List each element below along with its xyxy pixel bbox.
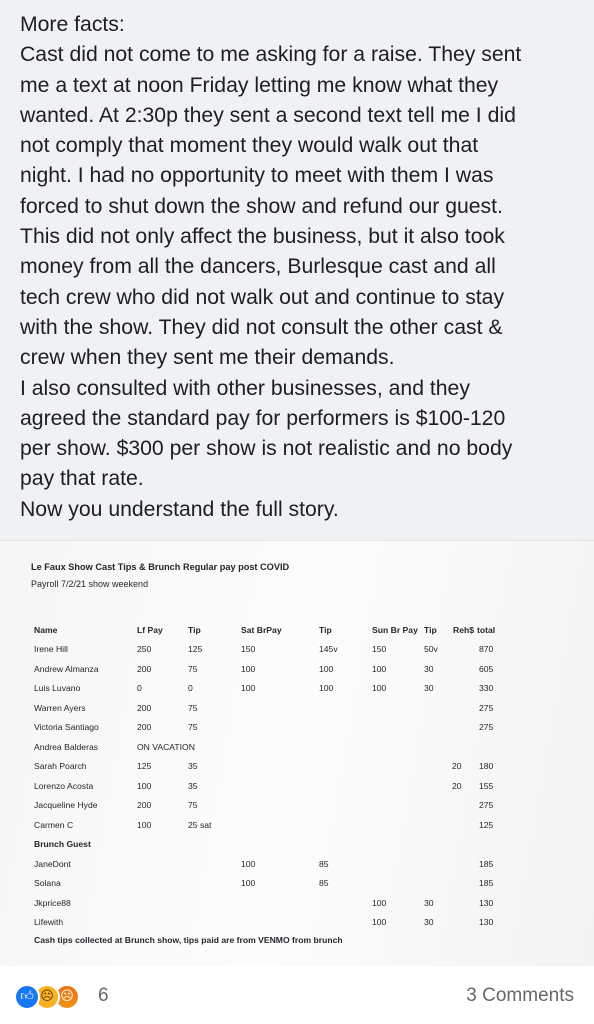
post-line: night. I had no opportunity to meet with them I was [20, 164, 494, 188]
post-line: crew when they sent me their demands. [20, 346, 395, 370]
post-line: I also consulted with other businesses, and they [20, 376, 470, 400]
payroll-cell: 130 [479, 897, 494, 908]
payroll-cell: 85 [319, 878, 329, 888]
payroll-cell: 30 [424, 663, 434, 674]
payroll-cell: 25 sat [188, 819, 212, 830]
payroll-cell: 185 [479, 878, 494, 888]
payroll-cell: 150 [372, 644, 387, 654]
payroll-cell: 85 [319, 858, 329, 869]
payroll-cell: 200 [137, 663, 152, 674]
payroll-cell: 100 [372, 683, 387, 693]
payroll-cell: 20 [452, 761, 462, 771]
payroll-sheet [0, 541, 594, 966]
payroll-cell: 20 [452, 780, 462, 791]
payroll-cell: 605 [479, 663, 494, 674]
payroll-name: Brunch Guest [34, 839, 91, 849]
sheet-subtitle: Payroll 7/2/21 show weekend [31, 579, 149, 589]
payroll-cell: 145v [319, 644, 338, 654]
payroll-cell: 125 [137, 761, 152, 771]
post-line: tech crew who did not walk out and continue to stay [20, 285, 505, 309]
payroll-cell: 75 [188, 663, 198, 674]
payroll-cell: 125 [188, 644, 203, 654]
payroll-cell: 50v [424, 644, 438, 654]
reaction-count: 6 [98, 985, 109, 1006]
like-icon: 👍︎ [14, 984, 40, 1010]
column-header: total [477, 625, 496, 635]
payroll-cell: 870 [479, 644, 494, 654]
payroll-cell: ON VACATION [137, 741, 195, 752]
comments-link[interactable]: 3 Comments [466, 985, 574, 1006]
post-line: forced to shut down the show and refund our guest. [20, 194, 503, 218]
payroll-name: Solana [34, 878, 61, 888]
payroll-cell: 100 [241, 683, 256, 693]
payroll-cell: 30 [424, 917, 434, 927]
post-line: pay that rate. [20, 467, 144, 491]
payroll-name: Carmen C [34, 819, 74, 830]
post-text [20, 10, 580, 525]
payroll-cell: 150 [241, 644, 256, 654]
column-header: Sat BrPay [241, 625, 282, 635]
payroll-name: Warren Ayers [34, 702, 86, 713]
payroll-name: Sarah Poarch [34, 761, 87, 771]
post-line: More facts: [20, 13, 125, 36]
post-line: not comply that moment they would walk out that [20, 134, 479, 158]
column-header: Sun Br Pay [372, 625, 418, 635]
payroll-cell: 75 [188, 702, 198, 713]
payroll-name: Luis Luvano [34, 683, 81, 693]
payroll-cell: 100 [241, 858, 256, 869]
payroll-name: JaneDont [34, 858, 71, 869]
payroll-cell: 100 [241, 878, 256, 888]
payroll-name: Irene Hill [34, 644, 68, 654]
payroll-name: Lorenzo Acosta [34, 780, 94, 791]
payroll-name: Andrew Almanza [34, 663, 99, 674]
sheet-title: Le Faux Show Cast Tips & Brunch Regular pay post COVID [31, 562, 290, 572]
payroll-cell: 100 [137, 819, 152, 830]
payroll-cell: 130 [479, 917, 494, 927]
payroll-cell: 100 [319, 683, 334, 693]
payroll-cell: 330 [479, 683, 494, 693]
post-line: money from all the dancers, Burlesque cast and all [20, 255, 496, 279]
column-header: Reh$ [453, 625, 475, 635]
post-line: This did not only affect the business, but it also took [20, 225, 505, 249]
payroll-cell: 200 [137, 722, 152, 732]
post-line: Now you understand the full story. [20, 497, 339, 521]
sad-icon: ☹︎ [34, 984, 60, 1010]
payroll-name: Andrea Balderas [34, 741, 99, 752]
payroll-cell: 30 [424, 683, 434, 693]
payroll-cell: 30 [424, 897, 434, 908]
payroll-cell: 200 [137, 702, 152, 713]
column-header: Name [34, 625, 58, 635]
payroll-name: Lifewith [34, 917, 64, 927]
post-line: per show. $300 per show is not realistic and no body [20, 437, 513, 461]
payroll-cell: 75 [188, 722, 198, 732]
payroll-photo[interactable] [0, 540, 594, 967]
payroll-cell: 100 [372, 917, 387, 927]
payroll-cell: 275 [479, 722, 494, 732]
payroll-cell: 180 [479, 761, 494, 771]
payroll-cell: 0 [137, 683, 142, 693]
payroll-cell: 155 [479, 780, 494, 791]
angry-icon: ☹︎ [54, 984, 80, 1010]
payroll-cell: 185 [479, 858, 494, 869]
column-header: Tip [319, 625, 332, 635]
payroll-cell: 250 [137, 644, 152, 654]
column-header: Lf Pay [137, 625, 163, 635]
column-header: Tip [424, 625, 437, 635]
payroll-cell: 100 [372, 663, 387, 674]
payroll-cell: 35 [188, 761, 198, 771]
payroll-cell: 0 [188, 683, 193, 693]
payroll-cell: 35 [188, 780, 198, 791]
post-line: agreed the standard pay for performers is $100-120 [20, 406, 506, 430]
post-line: me a text at noon Friday letting me know what they [20, 73, 499, 97]
payroll-cell: 100 [319, 663, 334, 674]
payroll-cell: 100 [372, 897, 387, 908]
payroll-cell: 275 [479, 800, 494, 810]
payroll-name: Jkprice88 [34, 897, 71, 908]
payroll-cell: 200 [137, 800, 152, 810]
post-line: wanted. At 2:30p they sent a second text tell me I did [20, 103, 516, 127]
payroll-name: Jacqueline Hyde [34, 800, 98, 810]
payroll-cell: 275 [479, 702, 494, 713]
payroll-cell: 100 [137, 780, 152, 791]
post-line: with the show. They did not consult the other cast & [20, 315, 503, 339]
payroll-cell: 100 [241, 663, 256, 674]
column-header: Tip [188, 625, 201, 635]
payroll-cell: 125 [479, 819, 494, 830]
payroll-name: Victoria Santiago [34, 722, 99, 732]
payroll-footnote: Cash tips collected at Brunch show, tips paid are from VENMO from brunch [34, 934, 343, 945]
post-footer [0, 966, 594, 1024]
post-line: Cast did not come to me asking for a raise. They sent [20, 43, 522, 67]
payroll-cell: 75 [188, 800, 198, 810]
